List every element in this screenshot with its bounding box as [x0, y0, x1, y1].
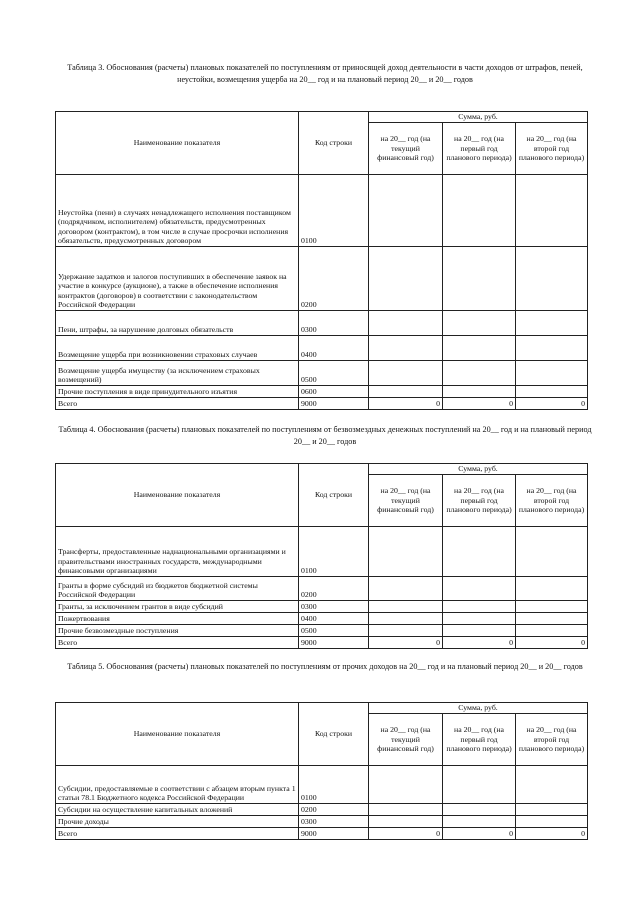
row-value-second — [516, 311, 588, 336]
row-value-current — [369, 766, 443, 804]
row-name: Всего — [56, 398, 299, 410]
header-code: Код строки — [299, 112, 369, 175]
row-value-second — [516, 601, 588, 613]
row-value-current — [369, 311, 443, 336]
row-name: Всего — [56, 637, 299, 649]
row-name: Пожертвования — [56, 613, 299, 625]
header-year-current: на 20__ год (на текущий финансовый год) — [369, 123, 443, 175]
header-year-current: на 20__ год (на текущий финансовый год) — [369, 714, 443, 766]
row-value-first — [443, 386, 516, 398]
row-value-current — [369, 247, 443, 311]
row-code: 0300 — [299, 311, 369, 336]
table-row — [56, 613, 588, 625]
row-code: 0400 — [299, 336, 369, 361]
row-value-second — [516, 386, 588, 398]
header-sum: Сумма, руб. — [369, 112, 588, 123]
row-value-current — [369, 804, 443, 816]
row-value-second: 0 — [516, 828, 588, 840]
table-row-total — [56, 637, 588, 649]
table-row — [56, 625, 588, 637]
header-code: Код строки — [299, 464, 369, 527]
table-row-total — [56, 828, 588, 840]
row-value-second — [516, 613, 588, 625]
row-value-first: 0 — [443, 828, 516, 840]
row-value-first — [443, 577, 516, 601]
row-value-second — [516, 577, 588, 601]
header-year-current: на 20__ год (на текущий финансовый год) — [369, 475, 443, 527]
row-value-current: 0 — [369, 828, 443, 840]
row-value-current: 0 — [369, 398, 443, 410]
row-name: Неустойка (пени) в случаях ненадлежащего исполнения поставщиком (подрядчиком, исполнителем) обязательств, предусмотренных договором (контрактом), в том числе в случае просрочки исполнения обязательств, предусмотренных договором — [56, 175, 299, 247]
row-value-current — [369, 361, 443, 386]
header-name: Наименование показателя — [56, 112, 299, 175]
row-value-current — [369, 577, 443, 601]
row-code: 0200 — [299, 804, 369, 816]
header-year-second: на 20__ год (на второй год планового периода) — [516, 475, 588, 527]
row-code: 0100 — [299, 175, 369, 247]
row-value-second — [516, 247, 588, 311]
table-row — [56, 816, 588, 828]
table-row — [56, 601, 588, 613]
row-value-current — [369, 175, 443, 247]
row-value-second — [516, 175, 588, 247]
row-code: 9000 — [299, 398, 369, 410]
table-row — [56, 527, 588, 577]
row-name: Субсидии, предоставляемые в соответствии с абзацем вторым пункта 1 статьи 78.1 Бюджетного кодекса Российской Федерации — [56, 766, 299, 804]
row-name: Гранты в форме субсидий из бюджетов бюджетной системы Российской Федерации — [56, 577, 299, 601]
table-row — [56, 804, 588, 816]
row-value-first — [443, 361, 516, 386]
row-code: 0100 — [299, 766, 369, 804]
header-sum: Сумма, руб. — [369, 703, 588, 714]
row-name: Прочие безвозмездные поступления — [56, 625, 299, 637]
row-code: 0600 — [299, 386, 369, 398]
table-row — [56, 577, 588, 601]
row-code: 0500 — [299, 625, 369, 637]
row-name: Возмещение ущерба имуществу (за исключением страховых возмещений) — [56, 361, 299, 386]
row-name: Удержание задатков и залогов поступивших в обеспечение заявок на участие в конкурсе (аукционе), а также в обеспечение исполнения контрактов (договоров) в соответствии с законодательством Российской Федерации — [56, 247, 299, 311]
row-value-first — [443, 816, 516, 828]
row-value-first: 0 — [443, 637, 516, 649]
row-code: 0500 — [299, 361, 369, 386]
row-value-second — [516, 336, 588, 361]
row-value-current — [369, 625, 443, 637]
table-4 — [55, 463, 588, 649]
row-value-current — [369, 601, 443, 613]
header-year-first: на 20__ год (на первый год планового периода) — [443, 123, 516, 175]
row-value-first — [443, 766, 516, 804]
header-code: Код строки — [299, 703, 369, 766]
row-value-first: 0 — [443, 398, 516, 410]
row-name: Прочие поступления в виде принудительного изъятия — [56, 386, 299, 398]
header-sum: Сумма, руб. — [369, 464, 588, 475]
table-row — [56, 175, 588, 247]
row-value-second — [516, 816, 588, 828]
row-name: Пени, штрафы, за нарушение долговых обязательств — [56, 311, 299, 336]
row-code: 0300 — [299, 601, 369, 613]
header-year-first: на 20__ год (на первый год планового периода) — [443, 714, 516, 766]
table-row — [56, 247, 588, 311]
table-row — [56, 361, 588, 386]
row-value-first — [443, 175, 516, 247]
row-code: 0100 — [299, 527, 369, 577]
header-year-second: на 20__ год (на второй год планового периода) — [516, 123, 588, 175]
row-value-current — [369, 386, 443, 398]
row-code: 0200 — [299, 247, 369, 311]
row-code: 0300 — [299, 816, 369, 828]
row-value-second — [516, 527, 588, 577]
row-value-second — [516, 625, 588, 637]
row-value-first — [443, 804, 516, 816]
row-value-first — [443, 625, 516, 637]
row-name: Прочие доходы — [56, 816, 299, 828]
table-row — [56, 311, 588, 336]
row-name: Гранты, за исключением грантов в виде субсидий — [56, 601, 299, 613]
row-code: 9000 — [299, 637, 369, 649]
header-name: Наименование показателя — [56, 703, 299, 766]
row-name: Субсидии на осуществление капитальных вложений — [56, 804, 299, 816]
row-value-first — [443, 336, 516, 361]
row-value-first — [443, 247, 516, 311]
row-value-first — [443, 613, 516, 625]
row-name: Возмещение ущерба при возникновении страховых случаев — [56, 336, 299, 361]
row-code: 9000 — [299, 828, 369, 840]
table-row-total — [56, 398, 588, 410]
row-value-second: 0 — [516, 398, 588, 410]
table-row — [56, 336, 588, 361]
table-3 — [55, 111, 588, 410]
table-3-caption: Таблица 3. Обоснования (расчеты) плановых показателей по поступлениям от приносящей доход деятельности в части доходов от штрафов, пеней, неустойки, возмещения ущерба на 20__ год и на плановый период 20__ и 20__ годов — [67, 63, 583, 84]
row-value-first — [443, 311, 516, 336]
row-code: 0200 — [299, 577, 369, 601]
row-name: Трансферты, предоставленные наднациональными организациями и правительствами иностранных государств, международными финансовыми организациями — [56, 527, 299, 577]
table-5 — [55, 702, 588, 840]
row-value-current — [369, 336, 443, 361]
header-name: Наименование показателя — [56, 464, 299, 527]
row-value-first — [443, 601, 516, 613]
row-value-current — [369, 816, 443, 828]
row-value-current — [369, 613, 443, 625]
header-year-second: на 20__ год (на второй год планового периода) — [516, 714, 588, 766]
row-code: 0400 — [299, 613, 369, 625]
row-value-second: 0 — [516, 637, 588, 649]
row-value-first — [443, 527, 516, 577]
table-row — [56, 766, 588, 804]
row-value-second — [516, 804, 588, 816]
row-name: Всего — [56, 828, 299, 840]
table-4-caption: Таблица 4. Обоснования (расчеты) плановых показателей по поступлениям от безвозмездных денежных поступлений на 20__ год и на плановый период 20__ и 20__ годов — [58, 425, 592, 446]
row-value-second — [516, 766, 588, 804]
table-row — [56, 386, 588, 398]
row-value-second — [516, 361, 588, 386]
header-year-first: на 20__ год (на первый год планового периода) — [443, 475, 516, 527]
row-value-current: 0 — [369, 637, 443, 649]
table-5-caption: Таблица 5. Обоснования (расчеты) плановых показателей по поступлениям от прочих доходов на 20__ год и на плановый период 20__ и 20__ годов — [67, 662, 583, 671]
row-value-current — [369, 527, 443, 577]
